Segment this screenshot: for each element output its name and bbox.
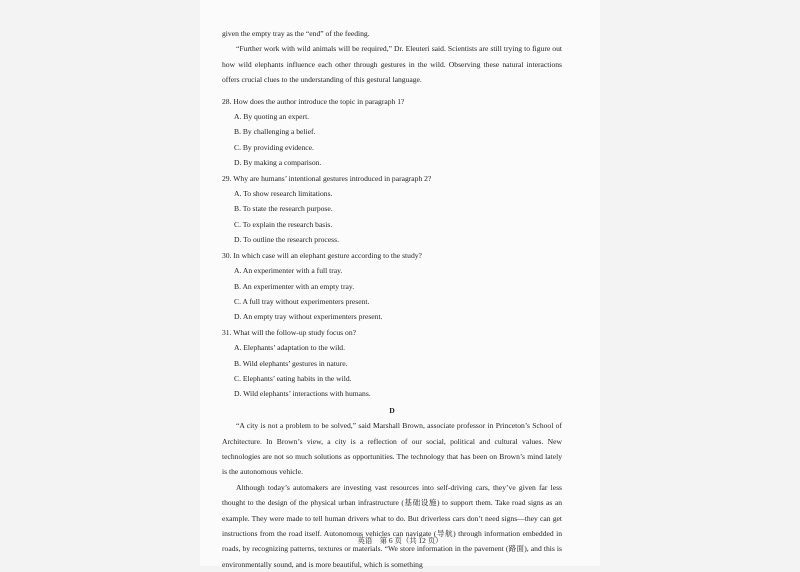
question-30 <box>222 248 562 325</box>
exam-page <box>200 0 600 569</box>
passage-c-line: given the empty tray as the “end” of the feeding. <box>222 29 370 38</box>
question-options <box>222 109 562 171</box>
option-d: D. To outline the research process. <box>234 235 339 245</box>
option-a: A. To show research limitations. <box>234 189 333 199</box>
option-d: D. By making a comparison. <box>234 158 322 168</box>
question-stem: 28. How does the author introduce the topic in paragraph 1? <box>222 96 405 106</box>
question-29 <box>222 171 562 248</box>
question-28 <box>222 94 562 171</box>
option-b: B. By challenging a belief. <box>234 127 316 137</box>
option-c: C. By providing evidence. <box>234 142 314 152</box>
option-a: A. By quoting an expert. <box>234 112 310 122</box>
question-stem: 31. What will the follow-up study focus on? <box>222 327 356 337</box>
option-c: C. To explain the research basis. <box>234 219 333 229</box>
option-a: A. An experimenter with a full tray. <box>234 266 343 276</box>
passage-d-paragraph: “A city is not a problem to be solved,” said Marshall Brown, associate professor in Princeton’s School of Architecture. In Brown’s view, a city is a reflection of our social, political and cultural values. New technologies are not so much solutions as opportunities. The technology that has been on Brown’s mind lately is the autonomous vehicle. <box>222 421 562 477</box>
option-b: B. An experimenter with an empty tray. <box>234 281 355 291</box>
page-footer: 英语 第 6 页（共 12 页） <box>357 536 443 545</box>
option-b: B. To state the research purpose. <box>234 204 333 214</box>
question-options <box>222 263 562 325</box>
option-c: C. A full tray without experimenters present. <box>234 296 370 306</box>
option-a: A. Elephants’ adaptation to the wild. <box>234 343 345 353</box>
question-31 <box>222 325 562 402</box>
option-b: B. Wild elephants’ gestures in nature. <box>234 358 348 368</box>
question-stem: 30. In which case will an elephant gesture according to the study? <box>222 250 422 260</box>
passage-d-paragraph: Although today’s automakers are investing vast resources into self-driving cars, they’ve given far less thought to the design of the physical urban infrastructure (基础设施) to support them. Take road signs as an example. They were made to tell human drivers what to do. But driverless cars don’t need signs—they can get instructions from the road itself. Autonomous vehicles can navigate (导航) through information embedded in roads, by recognizing patterns, textures or materials. “We store information in the pavement (路面), and this is environmentally sound, and is more beautiful, which is something <box>222 482 562 569</box>
question-options <box>222 186 562 248</box>
question-stem: 29. Why are humans’ intentional gestures introduced in paragraph 2? <box>222 173 432 183</box>
option-d: D. Wild elephants’ interactions with humans. <box>234 389 371 399</box>
passage-c-paragraph: “Further work with wild animals will be required,” Dr. Eleuteri said. Scientists are still trying to figure out how wild elephants influence each other through gestures in the wild. Observing these natural interactions offers crucial clues to the understanding of this gestural language. <box>222 44 562 85</box>
question-options <box>222 340 562 402</box>
option-d: D. An empty tray without experimenters present. <box>234 312 383 322</box>
section-heading: D <box>389 405 395 415</box>
page-content <box>222 26 562 572</box>
option-c: C. Elephants’ eating habits in the wild. <box>234 373 352 383</box>
